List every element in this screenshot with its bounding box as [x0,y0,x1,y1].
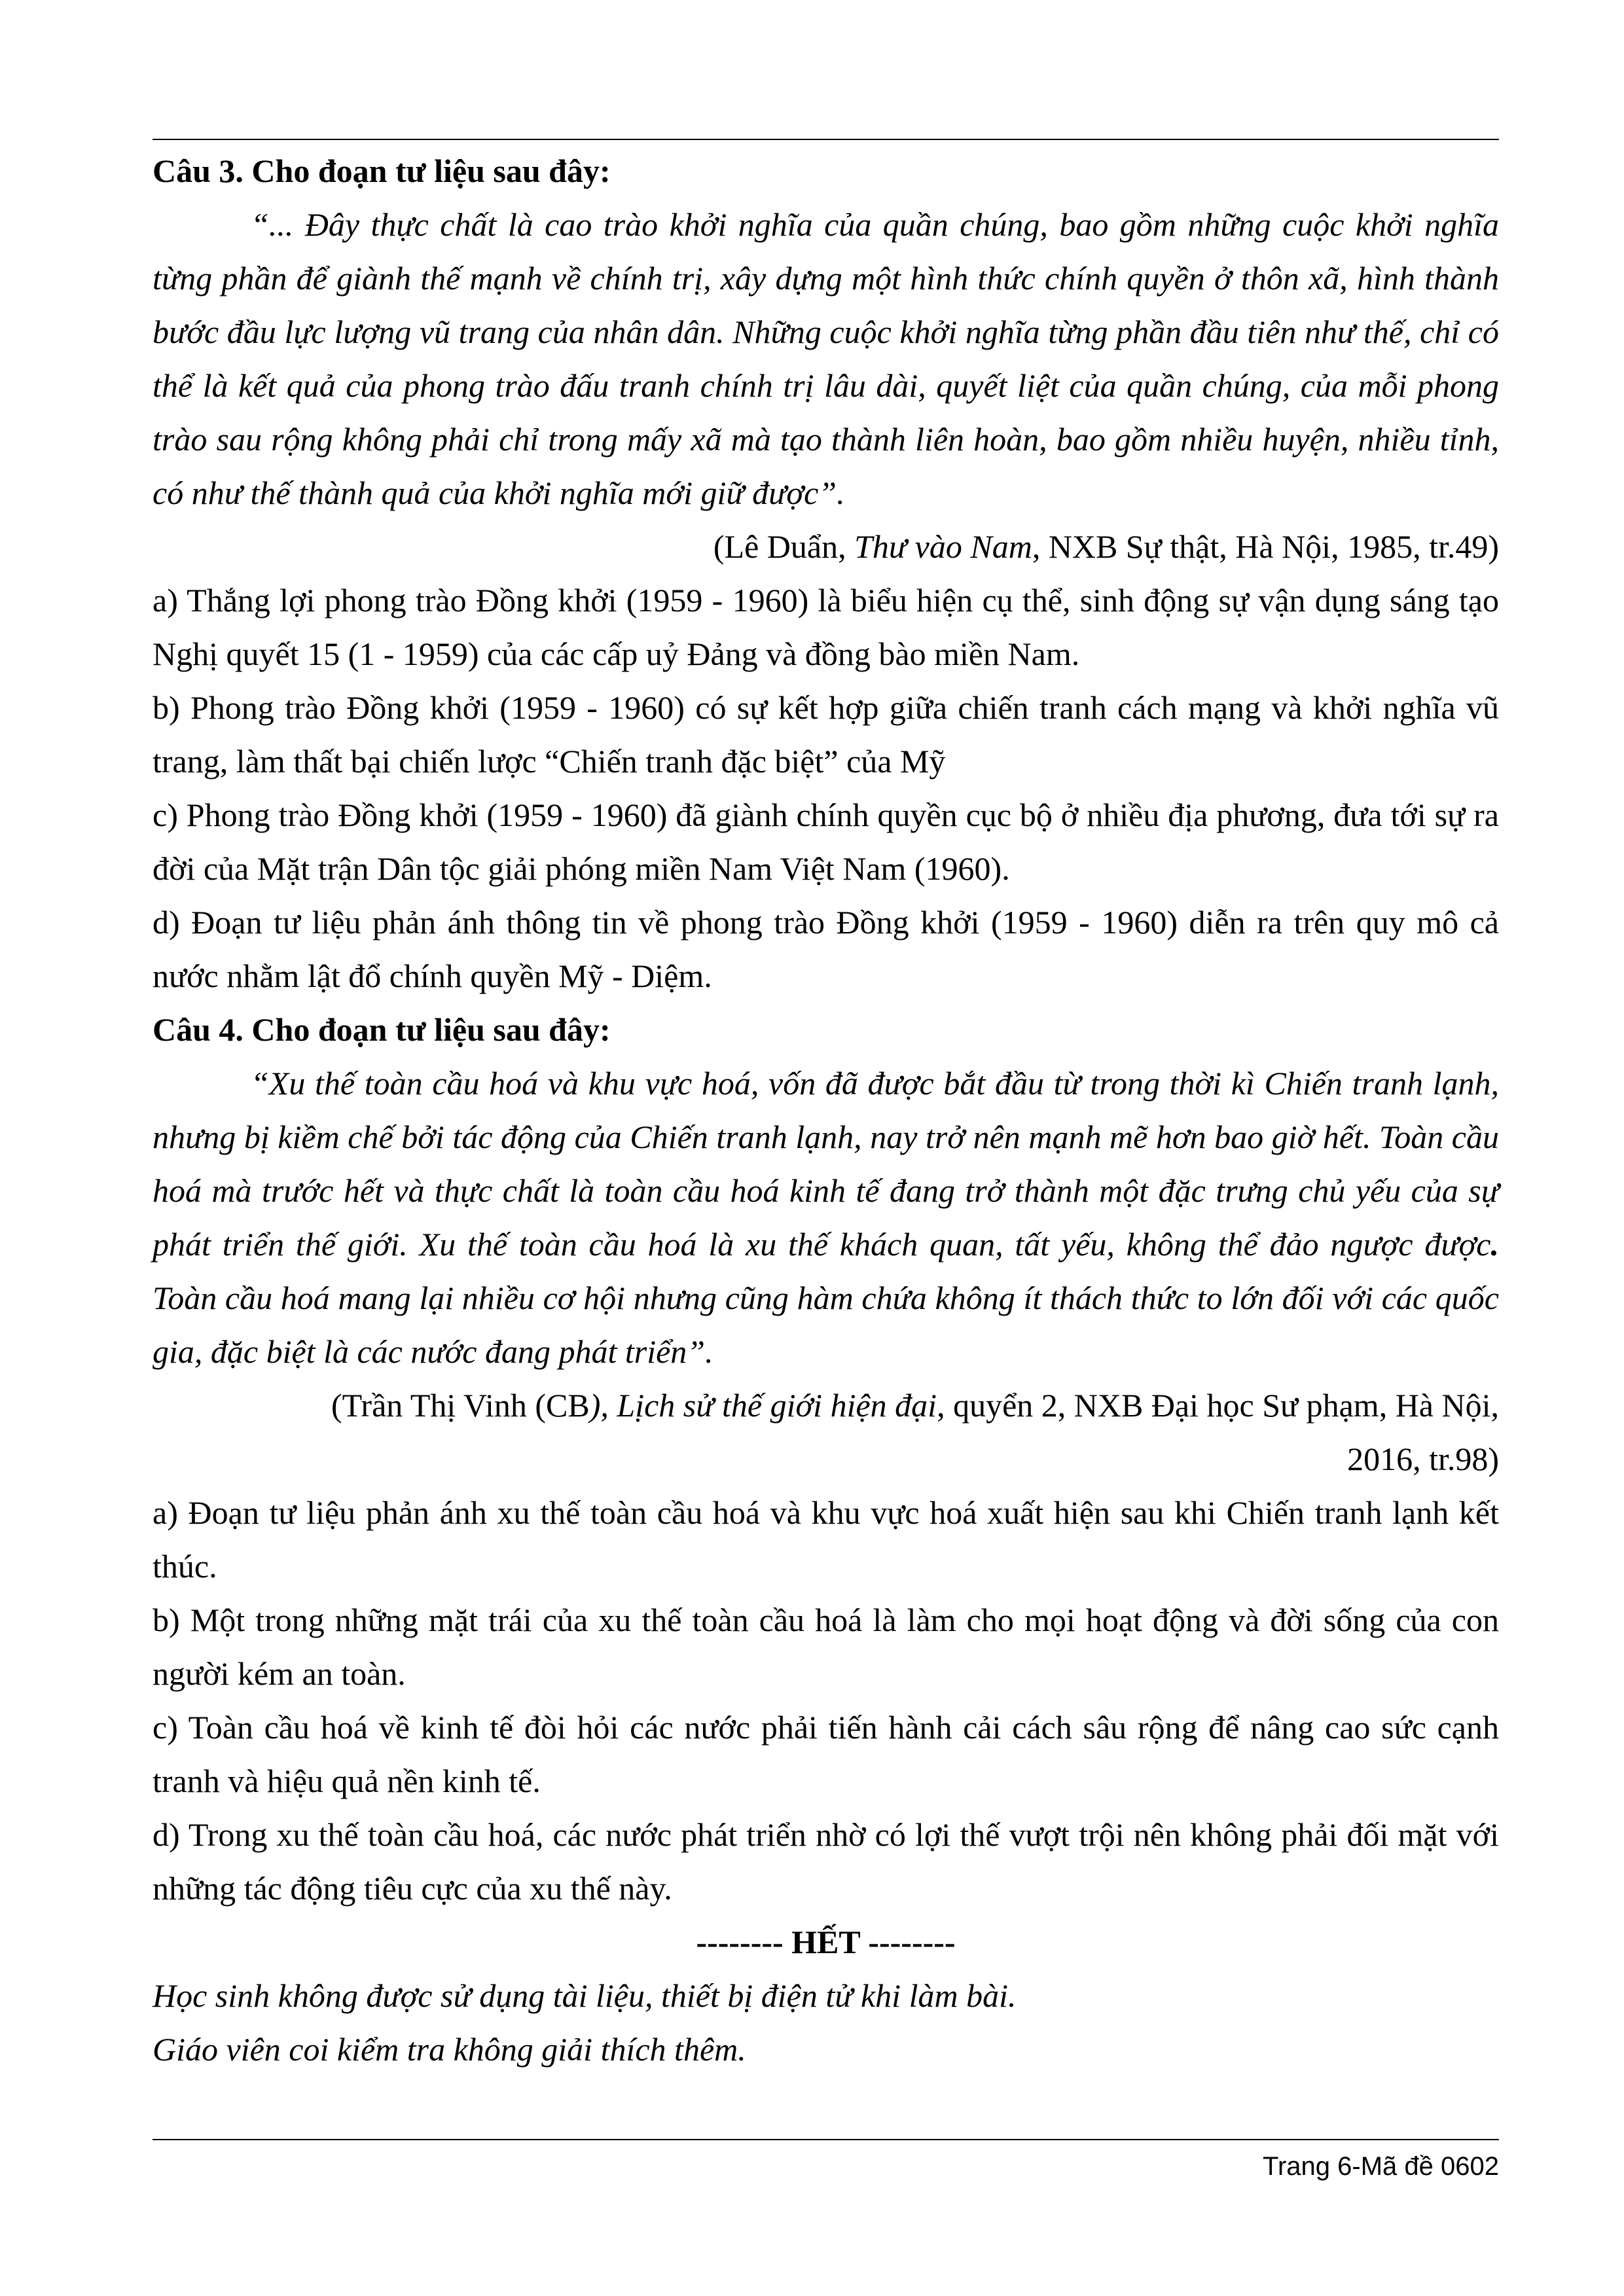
question-3-answer-a: a) Thắng lợi phong trào Đồng khởi (1959 - 1960) là biểu hiện cụ thể, sinh động sự vận dụng sáng tạo Nghị quyết 15 (1 - 1959) của các cấp uỷ Đảng và đồng bào miền Nam. [153,582,1499,672]
question-3-quote: “... Đây thực chất là cao trào khởi nghĩa của quần chúng, bao gồm những cuộc khởi nghĩa từng phần để giành thế mạnh về chính trị, xây dựng một hình thức chính quyền ở thôn xã, hình thành bước đầu lực lượng vũ trang của nhân dân. Những cuộc khởi nghĩa từng phần đầu tiên như thế, chỉ có thể là kết quả của phong trào đấu tranh chính trị lâu dài, quyết liệt của quần chúng, của mỗi phong trào sau rộng không phải chỉ trong mấy xã mà tạo thành liên hoàn, bao gồm nhiều huyện, nhiều tỉnh, có như thế thành quả của khởi nghĩa mới giữ được”. [153,206,1499,511]
source-title: Thư vào Nam [854,528,1032,565]
quote-part-1: “Xu thế toàn cầu hoá và khu vực hoá, vốn đã được bắt đầu từ trong thời kì Chiến tranh lạnh, nhưng bị kiềm chế bởi tác động của Chiến tranh lạnh, nay trở nên mạnh mẽ hơn bao giờ hết. Toàn cầu hoá mà trước hết và thực chất là toàn cầu hoá kinh tế đang trở thành một đặc trưng chủ yếu của sự phát triển thế giới. Xu thế toàn cầu hoá là xu thế khách quan, tất yếu, không thể đảo ngược được [153,1065,1499,1263]
question-4-title: Câu 4. Cho đoạn tư liệu sau đây: [153,1011,611,1048]
source-text: (Lê Duẩn, [713,528,855,565]
question-3-answer-d: d) Đoạn tư liệu phản ánh thông tin về phong trào Đồng khởi (1959 - 1960) diễn ra trên quy mô cả nước nhằm lật đổ chính quyền Mỹ - Diệm. [153,904,1499,994]
page-content [153,144,1499,2076]
source-publisher: , NXB Sự thật, Hà Nội, 1985, tr.49) [1032,528,1499,565]
source-title: ), Lịch sử thế giới hiện đại [589,1387,937,1424]
source-year: 2016, tr.98) [1347,1441,1499,1477]
question-4-answer-c: c) Toàn cầu hoá về kinh tế đòi hỏi các nước phải tiến hành cải cách sâu rộng để nâng cao sức cạnh tranh và hiệu quả nền kinh tế. [153,1709,1499,1799]
question-3-title: Câu 3. Cho đoạn tư liệu sau đây: [153,152,611,189]
question-3-source [153,520,1499,573]
question-4-answer-b: b) Một trong những mặt trái của xu thế toàn cầu hoá là làm cho mọi hoạt động và đời sống của con người kém an toàn. [153,1602,1499,1692]
question-4-answer-d: d) Trong xu thế toàn cầu hoá, các nước phát triển nhờ có lợi thế vượt trội nên không phải đối mặt với những tác động tiêu cực của xu thế này. [153,1816,1499,1907]
exam-note-2: Giáo viên coi kiểm tra không giải thích thêm. [153,2031,746,2068]
footer-rule [153,2139,1499,2140]
quote-bold-dot: . [1490,1226,1499,1263]
question-4-quote [153,1056,1499,1378]
question-3-answer-c: c) Phong trào Đồng khởi (1959 - 1960) đã giành chính quyền cục bộ ở nhiều địa phương, đưa tới sự ra đời của Mặt trận Dân tộc giải phóng miền Nam Việt Nam (1960). [153,797,1499,887]
quote-part-2: Toàn cầu hoá mang lại nhiều cơ hội nhưng cũng hàm chứa không ít thách thức to lớn đối với các quốc gia, đặc biệt là các nước đang phát triển”. [153,1280,1499,1370]
exam-note-1: Học sinh không được sử dụng tài liệu, thiết bị điện tử khi làm bài. [153,1977,1017,2014]
question-4-answer-a: a) Đoạn tư liệu phản ánh xu thế toàn cầu hoá và khu vực hoá xuất hiện sau khi Chiến tranh lạnh kết thúc. [153,1494,1499,1585]
question-3-answer-b: b) Phong trào Đồng khởi (1959 - 1960) có sự kết hợp giữa chiến tranh cách mạng và khởi nghĩa vũ trang, làm thất bại chiến lược “Chiến tranh đặc biệt” của Mỹ [153,689,1499,780]
end-mark: -------- HẾT -------- [696,1924,956,1960]
source-publisher: , quyển 2, NXB Đại học Sư phạm, Hà Nội, [937,1387,1499,1424]
header-rule [153,139,1499,140]
page-footer: Trang 6-Mã đề 0602 [1263,2152,1499,2181]
question-4-source [153,1378,1499,1486]
source-text: (Trần Thị Vinh (CB [331,1387,590,1424]
